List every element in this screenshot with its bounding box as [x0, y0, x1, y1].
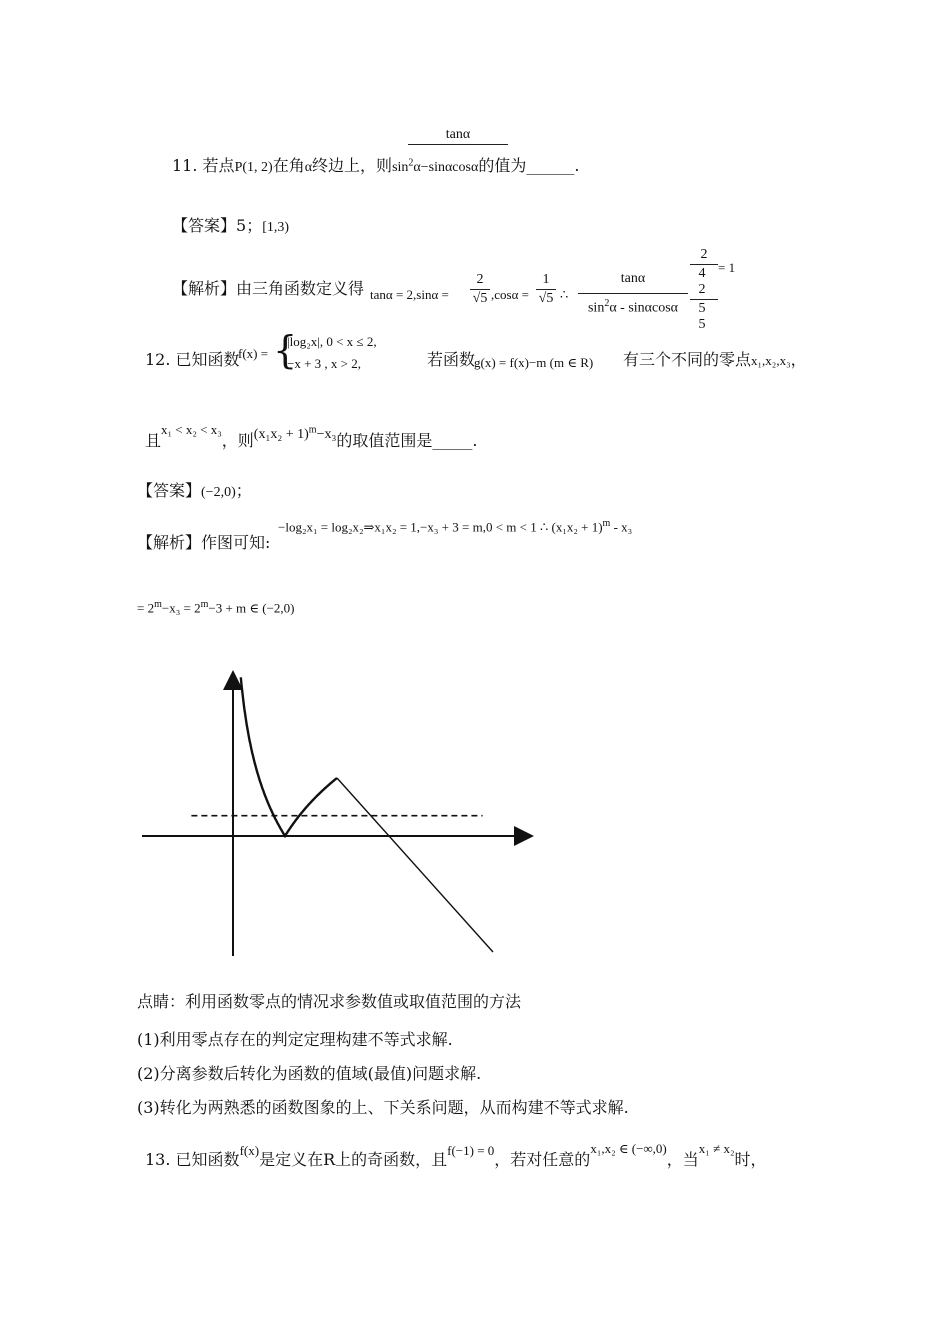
- q13-text: 上的奇函数，且: [335, 1150, 448, 1169]
- q13-line: [145, 1141, 767, 1170]
- expr: [253, 424, 337, 442]
- bar: [578, 293, 688, 294]
- fraction-denominator: [392, 157, 479, 175]
- therefore-symbol: ∴: [560, 287, 569, 302]
- q12-line2: [145, 422, 478, 451]
- analysis-sup: m: [602, 518, 611, 529]
- function-curve-2: [337, 778, 493, 952]
- den-d: 5: [698, 317, 710, 332]
- expr-base: (x₁x₂ + 1): [253, 427, 309, 442]
- fx-label: f(x) =: [238, 346, 269, 361]
- q12-analysis: [137, 530, 270, 553]
- answer-tail: ；: [235, 481, 252, 500]
- q12-text-b: 若函数: [427, 350, 476, 369]
- analysis-fraction-cos: [536, 272, 556, 307]
- den-sin: sin: [587, 300, 605, 316]
- answer-value: (−2,0): [201, 485, 236, 500]
- q13-text: ，当: [666, 1150, 699, 1169]
- q11-text: 终边上，则: [312, 156, 393, 175]
- zeros: x₁,x₂,x₃: [751, 353, 791, 368]
- q12-text: 有三个不同的零点: [623, 350, 752, 369]
- q11-analysis-label: [172, 276, 364, 299]
- q13-fx: f(x): [239, 1143, 260, 1158]
- answer-value2: [1,3): [262, 220, 290, 235]
- q13-neq: x₁ ≠ x₂: [698, 1141, 735, 1156]
- order: x₁ < x₂ < x₃: [161, 422, 222, 437]
- bar: [470, 289, 490, 290]
- den: √5: [472, 291, 488, 306]
- num: 1: [542, 272, 550, 287]
- analysis-tail: - x₃: [610, 519, 633, 535]
- den-sup: 2: [604, 298, 610, 309]
- den-sin: sin: [392, 160, 409, 175]
- answer-label: 【答案】: [172, 216, 237, 235]
- analysis-label: 【解析】: [172, 279, 237, 298]
- bar: [536, 289, 556, 290]
- question-number: 11.: [172, 156, 198, 175]
- q13-text: 已知函数: [175, 1150, 240, 1169]
- result-c: −3 + m ∈ (−2,0): [208, 600, 295, 616]
- q13-text: ，若对任意的: [494, 1150, 591, 1169]
- q13-cond: f(−1) = 0: [447, 1143, 495, 1158]
- result-sup: m: [200, 599, 209, 610]
- num: 2: [476, 272, 484, 287]
- den-sup: 2: [408, 157, 414, 169]
- q11-text: 若点: [202, 156, 235, 175]
- q12-line1-start: [145, 347, 240, 370]
- analysis-text: 由三角函数定义得: [236, 279, 365, 298]
- num: tanα: [620, 271, 646, 286]
- answer-value: 5；: [236, 216, 263, 235]
- den-rest: α - sinαcosα: [609, 300, 678, 316]
- fraction-bar: [408, 144, 508, 145]
- analysis-text: 作图可知:: [201, 533, 271, 552]
- q12-blank: 的取值范围是_____.: [336, 431, 478, 450]
- bar2: [690, 299, 718, 300]
- den-c: 5: [698, 301, 710, 316]
- result-sup: m: [154, 599, 162, 610]
- analysis-tan: tanα = 2,sinα =: [370, 287, 449, 302]
- notes-item-3: (3)转化为两熟悉的函数图象的上、下关系问题，从而构建不等式求解.: [137, 1098, 629, 1117]
- q12-analysis-math: [278, 518, 632, 535]
- analysis-math: −log₂x₁ = log₂x₂⇒x₁x₂ = 1,−x₃ + 3 = m,0 < m < 1 ∴ (x₁x₂ + 1): [278, 519, 603, 535]
- piecewise-brace: {: [273, 328, 298, 372]
- q11-answer: [172, 213, 289, 236]
- case1: |log₂x|, 0 < x ≤ 2,: [287, 334, 377, 349]
- case2: −x + 3 , x > 2,: [287, 356, 361, 371]
- den: √5: [538, 291, 554, 306]
- num: 2: [700, 247, 708, 262]
- notes-item-2: (2)分离参数后转化为函数的值域(最值)问题求解.: [137, 1064, 482, 1083]
- q11-text: 在角: [272, 156, 305, 175]
- q13-text: 时，: [734, 1150, 767, 1169]
- bar: [690, 264, 718, 265]
- q13-xs: x₁,x₂ ∈ (−∞,0): [590, 1141, 667, 1156]
- analysis-eq: = 1: [718, 260, 736, 275]
- question-number: 12.: [145, 350, 171, 369]
- series-layer: [191, 677, 493, 952]
- question-number: 13.: [145, 1150, 171, 1169]
- gx: g(x) = f(x)−m (m ∈ R): [474, 355, 594, 370]
- q11-condition-fraction: [408, 127, 508, 146]
- q12-text: 且: [145, 431, 162, 450]
- function-graph: [130, 668, 550, 968]
- q11-line: [172, 153, 579, 176]
- result-a: = 2: [137, 600, 155, 616]
- q12-result: [137, 599, 295, 616]
- q12-text: ，则: [221, 431, 254, 450]
- point-p: P(1, 2): [234, 160, 273, 175]
- analysis-fraction-main: [578, 271, 688, 317]
- den-a: 4: [698, 266, 710, 281]
- result-b: −x₃ = 2: [161, 600, 201, 616]
- analysis-cos: ,cosα =: [491, 287, 529, 302]
- answer-label: 【答案】: [137, 481, 202, 500]
- q13-text: 是定义在: [259, 1150, 324, 1169]
- q12-answer: [137, 478, 252, 501]
- analysis-label: 【解析】: [137, 533, 202, 552]
- notes-item-1: (1)利用零点存在的判定定理构建不等式求解.: [137, 1030, 453, 1049]
- function-curve-1: [241, 677, 337, 836]
- fraction-numerator: tanα: [445, 127, 471, 142]
- q12-text: 已知函数: [175, 350, 240, 369]
- analysis-fraction-value: [690, 247, 718, 333]
- comma: ，: [790, 350, 807, 369]
- den-b: 2: [698, 282, 710, 297]
- alpha-symbol: α: [304, 160, 313, 175]
- q13-R: R: [323, 1150, 336, 1169]
- den-rest: α−sinαcosα: [413, 160, 479, 175]
- q12-text-c: [623, 347, 807, 370]
- notes-title: 点睛：利用函数零点的情况求参数值或取值范围的方法: [137, 992, 522, 1011]
- expr-sup: m: [308, 424, 317, 436]
- analysis-fraction-sin: [470, 272, 490, 307]
- q11-blank: 的值为______.: [478, 156, 580, 175]
- expr-tail: −x₃: [316, 427, 337, 442]
